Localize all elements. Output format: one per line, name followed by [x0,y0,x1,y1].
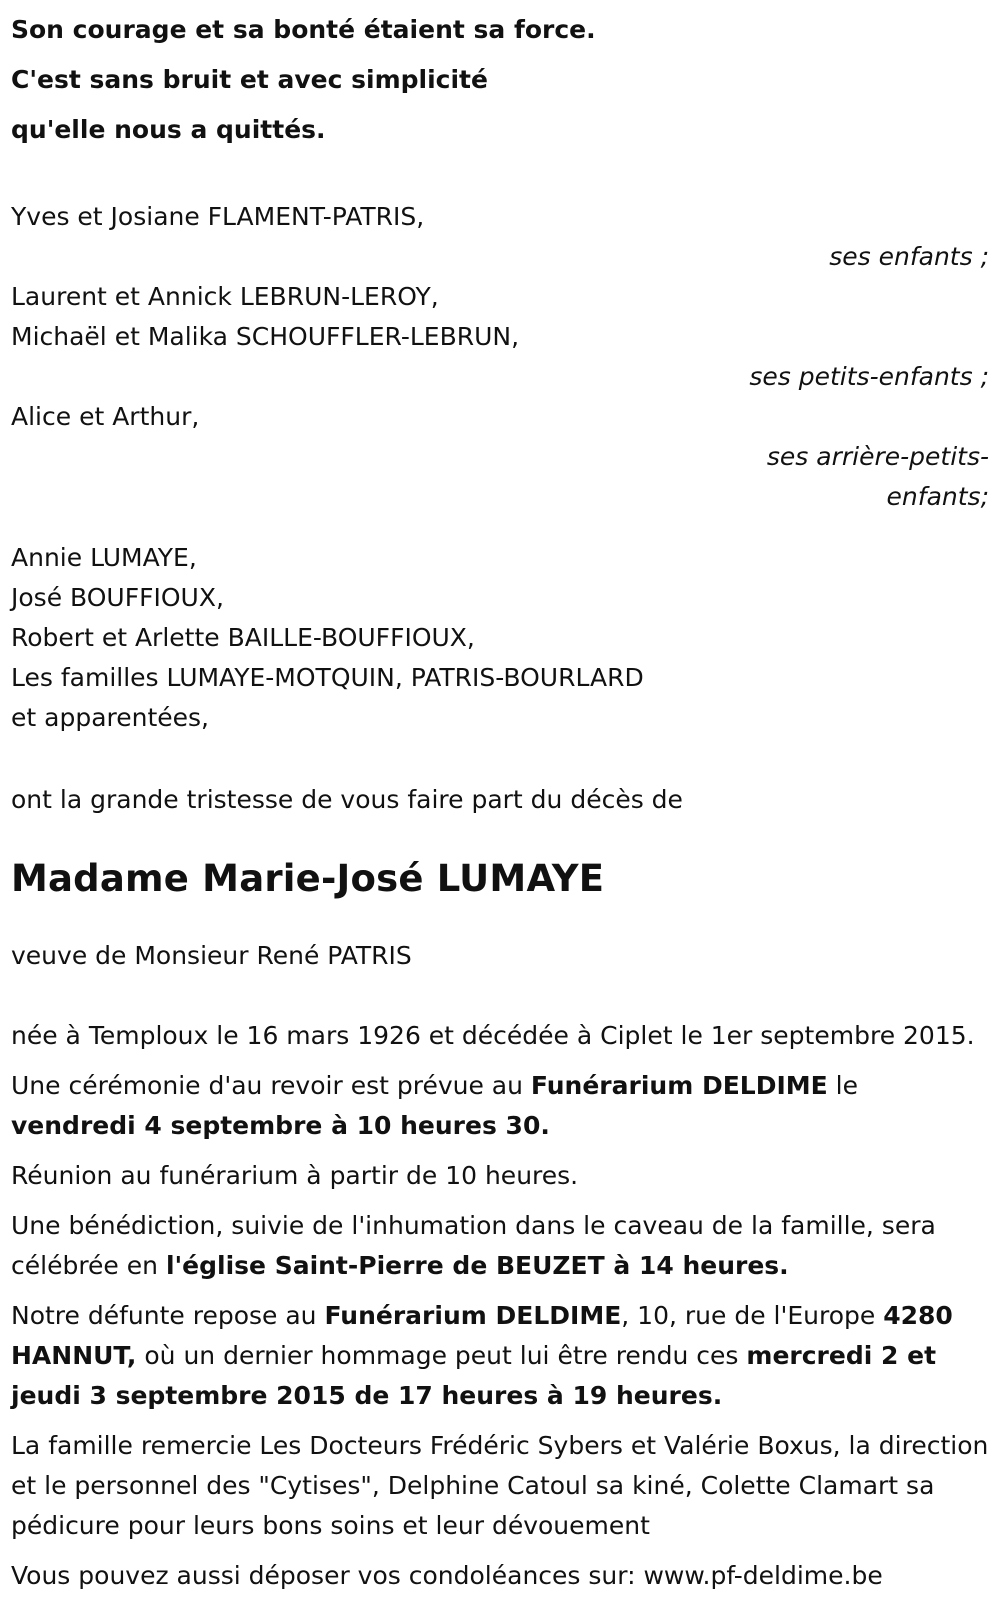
condolences-paragraph [11,1556,989,1596]
grandchild-name: Laurent et Annick LEBRUN-LEROY, [11,282,439,311]
intro-quote [11,5,989,155]
blessing-text: Une bénédiction, suivie de l'inhumation dans le caveau de la famille, sera célébrée en [11,1211,936,1280]
birth-death-text: née à Temploux le 16 mars 1926 et décédée à Ciplet le 1er septembre 2015. [11,1021,975,1050]
ceremony-datetime: vendredi 4 septembre à 10 heures 30. [11,1111,550,1140]
relative-name: Les familles LUMAYE-MOTQUIN, PATRIS-BOURLARD [11,663,644,692]
grandchildren-role: ses petits-enfants ; [749,362,989,391]
intro-line-1: Son courage et sa bonté étaient sa force. [11,15,596,44]
blessing-place-time: l'église Saint-Pierre de BEUZET à 14 heures. [165,1251,789,1280]
condolences-link[interactable]: www.pf-deldime.be [643,1561,883,1590]
repose-place: Funérarium DELDIME [324,1301,622,1330]
repose-text: Notre défunte repose au [11,1301,325,1330]
grandchild-name: Michaël et Malika SCHOUFFLER-LEBRUN, [11,322,520,351]
great-grandchildren-name: Alice et Arthur, [11,402,200,431]
great-grandchildren-role-line-2: enfants; [886,482,989,511]
announcement-text: ont la grande tristesse de vous faire part du décès de [11,785,683,814]
ceremony-text: Une cérémonie d'au revoir est prévue au [11,1071,531,1100]
thanks-text: La famille remercie Les Docteurs Frédéric Sybers et Valérie Boxus, la direction et le personnel des "Cytises", Delphine Catoul sa kiné, Colette Clamart sa pédicure pour leurs bons soins et leur dévouement [11,1431,989,1540]
children-role: ses enfants ; [829,242,989,271]
repose-address: , 10, rue de l'Europe [621,1301,884,1330]
relative-name: Annie LUMAYE, [11,543,197,572]
repose-city: 4280 HANNUT, [11,1301,953,1370]
ceremony-paragraph [11,1066,989,1146]
family-great-grandchildren [11,397,989,517]
widow-of-text: veuve de Monsieur René PATRIS [11,941,412,970]
ceremony-place: Funérarium DELDIME [530,1071,828,1100]
blessing-paragraph [11,1206,989,1286]
intro-line-3: qu'elle nous a quittés. [11,115,326,144]
ceremony-text: le [827,1071,859,1100]
repose-text: où un dernier hommage peut lui être rendu ces [136,1341,747,1370]
repose-dates: mercredi 2 et jeudi 3 septembre 2015 de 17 heures à 19 heures. [11,1341,937,1410]
great-grandchildren-role [11,437,989,517]
great-grandchildren-role-line-1: ses arrière-petits- [766,442,989,471]
deceased-name: Madame Marie-José LUMAYE [11,857,605,900]
relative-name: et apparentées, [11,703,209,732]
children-name: Yves et Josiane FLAMENT-PATRIS, [11,202,425,231]
family-others [11,538,989,738]
intro-line-2: C'est sans bruit et avec simplicité [11,65,488,94]
family-children [11,197,989,277]
family-grandchildren [11,277,989,397]
repose-paragraph [11,1296,989,1416]
condolences-text: Vous pouvez aussi déposer vos condoléances sur: [11,1561,644,1590]
meeting-text: Réunion au funérarium à partir de 10 heures. [11,1161,579,1190]
relative-name: José BOUFFIOUX, [11,583,224,612]
relative-name: Robert et Arlette BAILLE-BOUFFIOUX, [11,623,475,652]
obituary-notice [11,5,989,1606]
